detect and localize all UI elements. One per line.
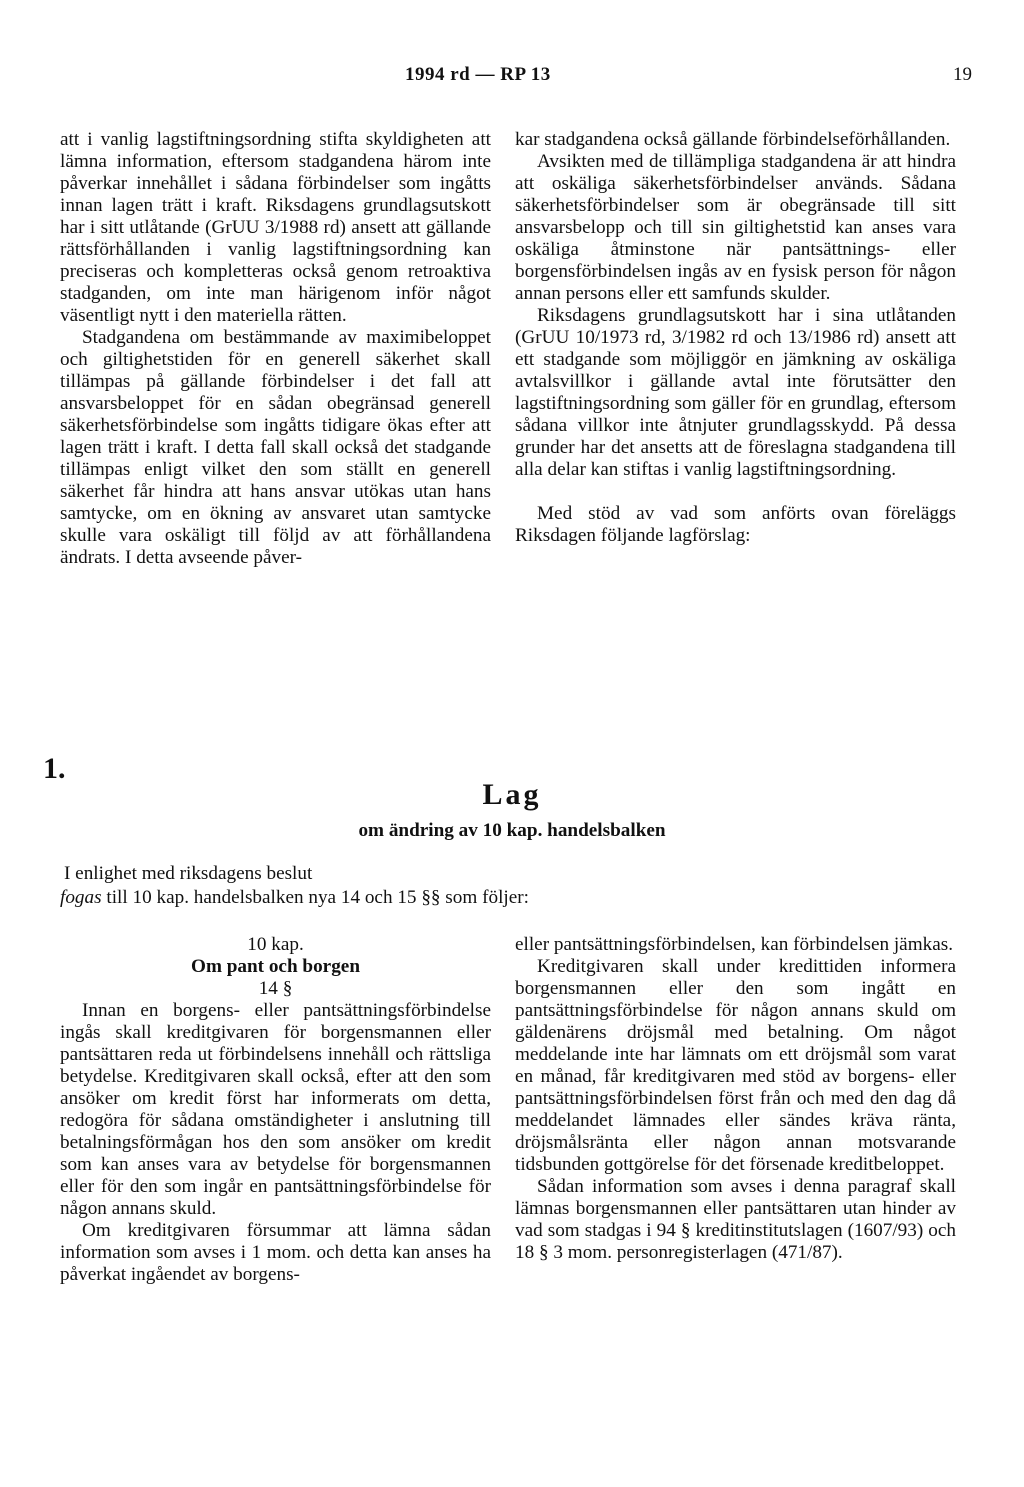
law-number: 1. — [43, 752, 66, 785]
bottom-left-column — [60, 934, 491, 1286]
paragraph: att i vanlig lagstiftningsordning stifta skyldigheten att lämna information, eftersom stadgandena härom inte påverkar innehållet i sådana förbindelser som ingåtts innan lagen trätt i kraft. Riksdagens grundlagsutskott har i sitt utlåtande (GrUU 3/1988 rd) ansett att gällande rättsförhållanden i vanlig lagstiftningsordning kan preciseras och kompletteras också genom retroaktiva stadganden, om inte man härigenom inför något väsentligt nytt i den materiella rätten. — [60, 129, 491, 326]
page-header — [0, 64, 1024, 94]
page-number: 19 — [953, 64, 972, 85]
paragraph: eller pantsättningsförbindelsen, kan förbindelsen jämkas. — [515, 934, 953, 955]
chapter-heading: 10 kap. — [247, 934, 304, 955]
paragraph: Stadgandena om bestämmande av maximibeloppet och giltighetstiden för en generell säkerhet skall tillämpas på gällande förbindelser i det fall att ansvarsbeloppet för en sådan obegränsad generell säkerhetsförbindelse som ingåtts tidigare ökas efter att lagen trätt i kraft. I detta fall skall också det stadgande tillämpas enligt vilket den som ställt en generell säkerhet får hindra att hans ansvar utökas utan hans samtycke, om en ökning av ansvaret utan samtycke skulle vara oskäligt till följd av att förhållandena ändrats. I detta avseende påver- — [60, 327, 491, 568]
paragraph: kar stadgandena också gällande förbindelseförhållanden. — [515, 129, 951, 150]
paragraph: Med stöd av vad som anförts ovan föreläggs Riksdagen följande lagförslag: — [515, 503, 956, 546]
chapter-title: Om pant och borgen — [191, 956, 360, 977]
law-title: Lag — [482, 778, 542, 811]
top-left-column — [60, 129, 491, 569]
preamble-fogas: fogas — [60, 887, 102, 908]
preamble-line — [60, 886, 760, 910]
preamble-line: I enlighet med riksdagens beslut — [64, 863, 313, 884]
paragraph: Riksdagens grundlagsutskott har i sina utlåtanden (GrUU 10/1973 rd, 3/1982 rd och 13/1986 rd) ansett att ett stadgande som möjliggör en jämkning av oskäliga avtalsvillkor i gällande avtal inte förutsätter den lagstiftningsordning som gäller för en grundlag, eftersom sådana villkor inte åtnjuter grundlagsskydd. På dessa grunder har det ansetts att de föreslagna stadgandena till alla delar kan stiftas i vanlig lagstiftningsordning. — [515, 305, 956, 480]
running-header: 1994 rd — RP 13 — [405, 64, 551, 85]
top-right-column — [515, 129, 956, 547]
paragraph: Kreditgivaren skall under kredittiden informera borgensmannen eller den som ingått en pantsättningsförbindelse för någon annans skuld om gäldenärens dröjsmål med betalning. Om något meddelande inte har lämnats om ett dröjsmål som varat en månad, får kreditgivaren med stöd av borgens- eller pantsättningsförbindelsen först från och med den dag då meddelandet lämnades eller sändes kräva ränta, dröjsmålsränta eller någon annan motsvarande tidsbunden gottgörelse för det försenade kreditbeloppet. — [515, 956, 956, 1175]
paragraph: Avsikten med de tillämpliga stadgandena är att hindra att oskäliga säkerhetsförbindelser används. Sådana säkerhetsförbindelser som är obegränsade till sitt ansvarsbelopp och till sin giltighetstid kan anses vara oskäliga åtminstone när pantsättnings- eller borgensförbindelsen ingås av en fysisk person för någon annan persons eller ett samfunds skulder. — [515, 151, 956, 304]
law-preamble — [60, 862, 760, 910]
paragraph: Sådan information som avses i denna paragraf skall lämnas borgensmannen eller pantsättaren utan hinder av vad som stadgas i 94 § kreditinstitutslagen (1607/93) och 18 § 3 mom. personregisterlagen (471/87). — [515, 1176, 956, 1263]
preamble-rest: till 10 kap. handelsbalken nya 14 och 15 §§ som följer: — [101, 887, 529, 908]
section-number: 14 § — [258, 978, 293, 999]
law-subtitle: om ändring av 10 kap. handelsbalken — [358, 820, 666, 841]
bottom-right-column — [515, 934, 956, 1264]
paragraph: Innan en borgens- eller pantsättningsförbindelse ingås skall kreditgivaren för borgensmannen eller pantsättaren reda ut förbindelsens innehåll och rättsliga betydelse. Kreditgivaren skall också, efter att den som ansöker om kredit först har informerats om detta, redogöra för sådana omständigheter i anslutning till betalningsförmågan hos den som ansöker om kredit som kan anses vara av betydelse för borgensmannen eller för den som ingår en pantsättningsförbindelse för någon annans skuld. — [60, 1000, 491, 1219]
paragraph: Om kreditgivaren försummar att lämna sådan information som avses i 1 mom. och detta kan anses ha påverkat ingåendet av borgens- — [60, 1220, 491, 1285]
